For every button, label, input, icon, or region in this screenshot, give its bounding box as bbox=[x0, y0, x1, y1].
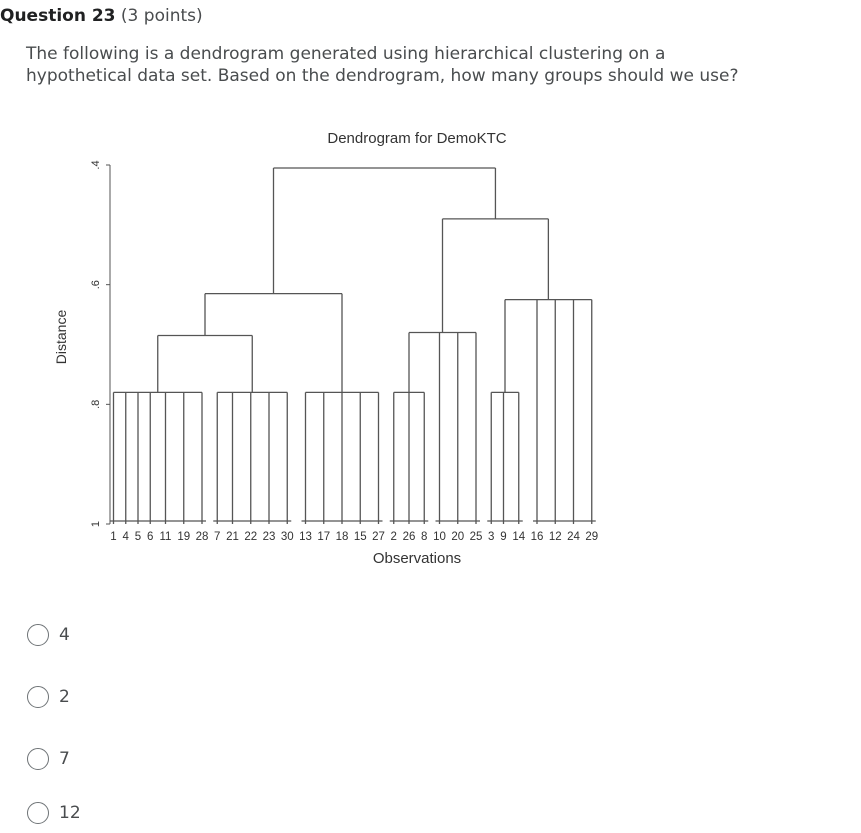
radio-button[interactable] bbox=[27, 748, 49, 770]
leaf-label: 26 bbox=[402, 531, 416, 543]
leaf-label: 20 bbox=[451, 531, 465, 543]
leaf-label: 9 bbox=[500, 531, 507, 543]
dendrogram-chart bbox=[40, 120, 740, 580]
leaf-label: 5 bbox=[134, 531, 142, 543]
radio-button[interactable] bbox=[27, 624, 49, 646]
x-axis-label: Observations bbox=[372, 550, 462, 567]
leaf-label: 22 bbox=[244, 531, 258, 543]
question-prompt bbox=[26, 43, 826, 87]
choice-label: 7 bbox=[59, 749, 70, 769]
y-tick-label: .6 bbox=[90, 280, 102, 290]
leaf-label: 10 bbox=[433, 531, 446, 543]
leaf-labels bbox=[110, 531, 598, 543]
radio-button[interactable] bbox=[27, 686, 49, 708]
question-number: Question 23 bbox=[0, 6, 116, 26]
dendrogram-links bbox=[110, 168, 596, 524]
leaf-label: 29 bbox=[585, 531, 599, 543]
leaf-label: 2 bbox=[390, 531, 397, 543]
leaf-label: 21 bbox=[226, 531, 239, 543]
choice-label: 12 bbox=[59, 803, 81, 823]
dendrogram-figure bbox=[40, 120, 740, 580]
leaf-label: 15 bbox=[353, 531, 367, 543]
leaf-label: 24 bbox=[567, 531, 580, 543]
choice-4[interactable] bbox=[27, 624, 70, 646]
choice-2[interactable] bbox=[27, 686, 70, 708]
chart-title: Dendrogram for DemoKTC bbox=[327, 130, 507, 147]
leaf-label: 3 bbox=[488, 531, 495, 543]
leaf-label: 13 bbox=[299, 531, 312, 543]
choice-label: 2 bbox=[59, 687, 70, 707]
choice-12[interactable] bbox=[27, 802, 81, 824]
y-tick-label: .8 bbox=[90, 399, 102, 409]
leaf-label: 12 bbox=[548, 531, 562, 543]
y-tick-label: 1 bbox=[90, 520, 102, 528]
leaf-label: 17 bbox=[317, 531, 331, 543]
leaf-label: 25 bbox=[469, 531, 483, 543]
leaf-label: 6 bbox=[147, 531, 154, 543]
question-points: (3 points) bbox=[120, 6, 203, 26]
y-axis-label: Distance bbox=[53, 309, 69, 365]
choice-7[interactable] bbox=[27, 748, 70, 770]
choice-label: 4 bbox=[59, 625, 70, 645]
leaf-label: 16 bbox=[530, 531, 544, 543]
leaf-label: 27 bbox=[372, 531, 385, 543]
radio-button[interactable] bbox=[27, 802, 49, 824]
leaf-label: 23 bbox=[262, 531, 276, 543]
leaf-label: 4 bbox=[122, 531, 129, 543]
leaf-label: 19 bbox=[177, 531, 191, 543]
y-tick-label: .4 bbox=[90, 160, 102, 170]
leaf-label: 14 bbox=[512, 531, 526, 543]
y-axis bbox=[90, 160, 110, 527]
leaf-label: 1 bbox=[110, 531, 117, 543]
leaf-label: 11 bbox=[159, 531, 172, 543]
leaf-label: 8 bbox=[421, 531, 428, 543]
leaf-label: 7 bbox=[214, 531, 221, 543]
leaf-label: 28 bbox=[195, 531, 209, 543]
prompt-line-2: hypothetical data set. Based on the dendrogram, how many groups should we use? bbox=[26, 66, 739, 86]
prompt-line-1: The following is a dendrogram generated using hierarchical clustering on a bbox=[26, 44, 666, 64]
question-header bbox=[0, 6, 203, 26]
leaf-label: 30 bbox=[280, 531, 294, 543]
leaf-label: 18 bbox=[335, 531, 349, 543]
